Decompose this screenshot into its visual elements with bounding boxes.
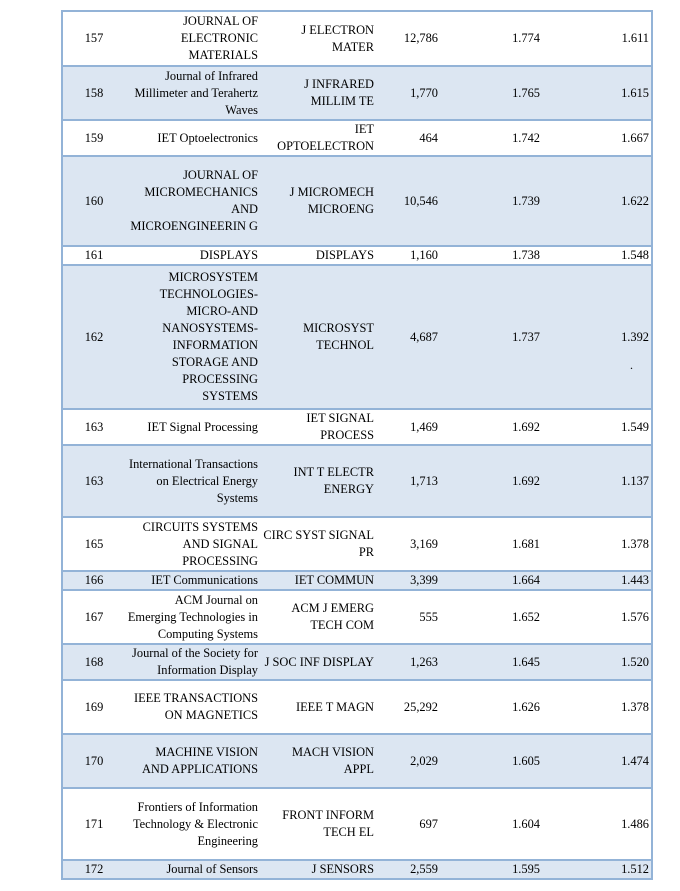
table-row	[62, 156, 652, 246]
journal-title-cell: Frontiers of Information Technology & Electronic Engineering	[125, 788, 260, 860]
citations-cell: 10,546	[376, 156, 440, 246]
five-year-impact-cell: 1.549	[542, 409, 652, 445]
citations-cell: 555	[376, 590, 440, 644]
impact-factor-cell: 1.692	[440, 409, 542, 445]
five-year-impact-cell: 1.548	[542, 246, 652, 265]
impact-factor-cell: 1.664	[440, 571, 542, 590]
table-row	[62, 445, 652, 517]
rank-cell: 161	[62, 246, 125, 265]
citations-cell: 1,263	[376, 644, 440, 680]
table-row	[62, 246, 652, 265]
table-row	[62, 409, 652, 445]
rank-cell: 158	[62, 66, 125, 120]
citations-cell: 1,770	[376, 66, 440, 120]
journal-title-cell: International Transactions on Electrical Energy Systems	[125, 445, 260, 517]
five-year-impact-cell: 1.378	[542, 680, 652, 734]
five-year-impact-cell: 1.486	[542, 788, 652, 860]
table-row	[62, 66, 652, 120]
impact-factor-cell: 1.737	[440, 265, 542, 409]
abbreviation-cell: J SOC INF DISPLAY	[260, 644, 376, 680]
citations-cell: 697	[376, 788, 440, 860]
five-year-impact-cell: 1.667	[542, 120, 652, 156]
abbreviation-cell: IET OPTOELECTRON	[260, 120, 376, 156]
table-row	[62, 571, 652, 590]
abbreviation-cell: IET COMMUN	[260, 571, 376, 590]
abbreviation-cell: ACM J EMERG TECH COM	[260, 590, 376, 644]
journal-title-cell: ACM Journal on Emerging Technologies in Computing Systems	[125, 590, 260, 644]
table-row	[62, 590, 652, 644]
five-year-impact-cell: 1.520	[542, 644, 652, 680]
table-row	[62, 644, 652, 680]
impact-factor-cell: 1.605	[440, 734, 542, 788]
table-row	[62, 860, 652, 879]
table-row	[62, 680, 652, 734]
rank-cell: 171	[62, 788, 125, 860]
table-row	[62, 11, 652, 66]
impact-factor-cell: 1.774	[440, 11, 542, 66]
journal-ranking-table	[61, 10, 653, 880]
five-year-impact-cell: 1.611	[542, 11, 652, 66]
impact-factor-cell: 1.626	[440, 680, 542, 734]
citations-cell: 3,399	[376, 571, 440, 590]
impact-factor-cell: 1.742	[440, 120, 542, 156]
impact-factor-cell: 1.652	[440, 590, 542, 644]
journal-title-cell: IET Optoelectronics	[125, 120, 260, 156]
citations-cell: 12,786	[376, 11, 440, 66]
abbreviation-cell: FRONT INFORM TECH EL	[260, 788, 376, 860]
five-year-impact-cell: 1.615	[542, 66, 652, 120]
citations-cell: 1,713	[376, 445, 440, 517]
journal-title-cell: IEEE TRANSACTIONS ON MAGNETICS	[125, 680, 260, 734]
journal-title-cell: DISPLAYS	[125, 246, 260, 265]
abbreviation-cell: J MICROMECH MICROENG	[260, 156, 376, 246]
impact-factor-cell: 1.681	[440, 517, 542, 571]
impact-factor-cell: 1.604	[440, 788, 542, 860]
citations-cell: 3,169	[376, 517, 440, 571]
abbreviation-cell: IEEE T MAGN	[260, 680, 376, 734]
impact-factor-cell: 1.595	[440, 860, 542, 879]
impact-factor-cell: 1.765	[440, 66, 542, 120]
abbreviation-cell: J SENSORS	[260, 860, 376, 879]
impact-factor-cell: 1.739	[440, 156, 542, 246]
rank-cell: 159	[62, 120, 125, 156]
rank-cell: 165	[62, 517, 125, 571]
abbreviation-cell: IET SIGNAL PROCESS	[260, 409, 376, 445]
citations-cell: 1,160	[376, 246, 440, 265]
journal-title-cell: Journal of the Society for Information Display	[125, 644, 260, 680]
rank-cell: 163	[62, 409, 125, 445]
journal-title-cell: IET Communications	[125, 571, 260, 590]
five-year-impact-cell: 1.512	[542, 860, 652, 879]
five-year-impact-cell: 1.392	[542, 265, 652, 409]
table-row	[62, 517, 652, 571]
abbreviation-cell: INT T ELECTR ENERGY	[260, 445, 376, 517]
abbreviation-cell: J INFRARED MILLIM TE	[260, 66, 376, 120]
journal-title-cell: JOURNAL OF ELECTRONIC MATERIALS	[125, 11, 260, 66]
journal-title-cell: Journal of Infrared Millimeter and Terahertz Waves	[125, 66, 260, 120]
rank-cell: 162	[62, 265, 125, 409]
journal-title-cell: CIRCUITS SYSTEMS AND SIGNAL PROCESSING	[125, 517, 260, 571]
five-year-impact-cell: 1.622	[542, 156, 652, 246]
rank-cell: 172	[62, 860, 125, 879]
impact-factor-cell: 1.738	[440, 246, 542, 265]
citations-cell: 2,559	[376, 860, 440, 879]
rank-cell: 168	[62, 644, 125, 680]
abbreviation-cell: CIRC SYST SIGNAL PR	[260, 517, 376, 571]
citations-cell: 4,687	[376, 265, 440, 409]
citations-cell: 2,029	[376, 734, 440, 788]
rank-cell: 160	[62, 156, 125, 246]
five-year-impact-cell: 1.443	[542, 571, 652, 590]
citations-cell: 1,469	[376, 409, 440, 445]
table-row	[62, 788, 652, 860]
five-year-impact-cell: 1.378	[542, 517, 652, 571]
journal-title-cell: JOURNAL OF MICROMECHANICS AND MICROENGINEERIN G	[125, 156, 260, 246]
journal-title-cell: MICROSYSTEM TECHNOLOGIES-MICRO-AND NANOSYSTEMS-INFORMATION STORAGE AND PROCESSING SYSTEMS	[125, 265, 260, 409]
rank-cell: 169	[62, 680, 125, 734]
table-row	[62, 734, 652, 788]
rank-cell: 167	[62, 590, 125, 644]
citations-cell: 25,292	[376, 680, 440, 734]
stray-mark: .	[630, 358, 633, 372]
impact-factor-cell: 1.645	[440, 644, 542, 680]
journal-title-cell: MACHINE VISION AND APPLICATIONS	[125, 734, 260, 788]
rank-cell: 163	[62, 445, 125, 517]
citations-cell: 464	[376, 120, 440, 156]
five-year-impact-cell: 1.576	[542, 590, 652, 644]
rank-cell: 157	[62, 11, 125, 66]
abbreviation-cell: J ELECTRON MATER	[260, 11, 376, 66]
abbreviation-cell: DISPLAYS	[260, 246, 376, 265]
journal-title-cell: IET Signal Processing	[125, 409, 260, 445]
impact-factor-cell: 1.692	[440, 445, 542, 517]
five-year-impact-cell: 1.137	[542, 445, 652, 517]
rank-cell: 166	[62, 571, 125, 590]
abbreviation-cell: MICROSYST TECHNOL	[260, 265, 376, 409]
rank-cell: 170	[62, 734, 125, 788]
abbreviation-cell: MACH VISION APPL	[260, 734, 376, 788]
five-year-impact-cell: 1.474	[542, 734, 652, 788]
table-row	[62, 265, 652, 409]
journal-title-cell: Journal of Sensors	[125, 860, 260, 879]
table-row	[62, 120, 652, 156]
